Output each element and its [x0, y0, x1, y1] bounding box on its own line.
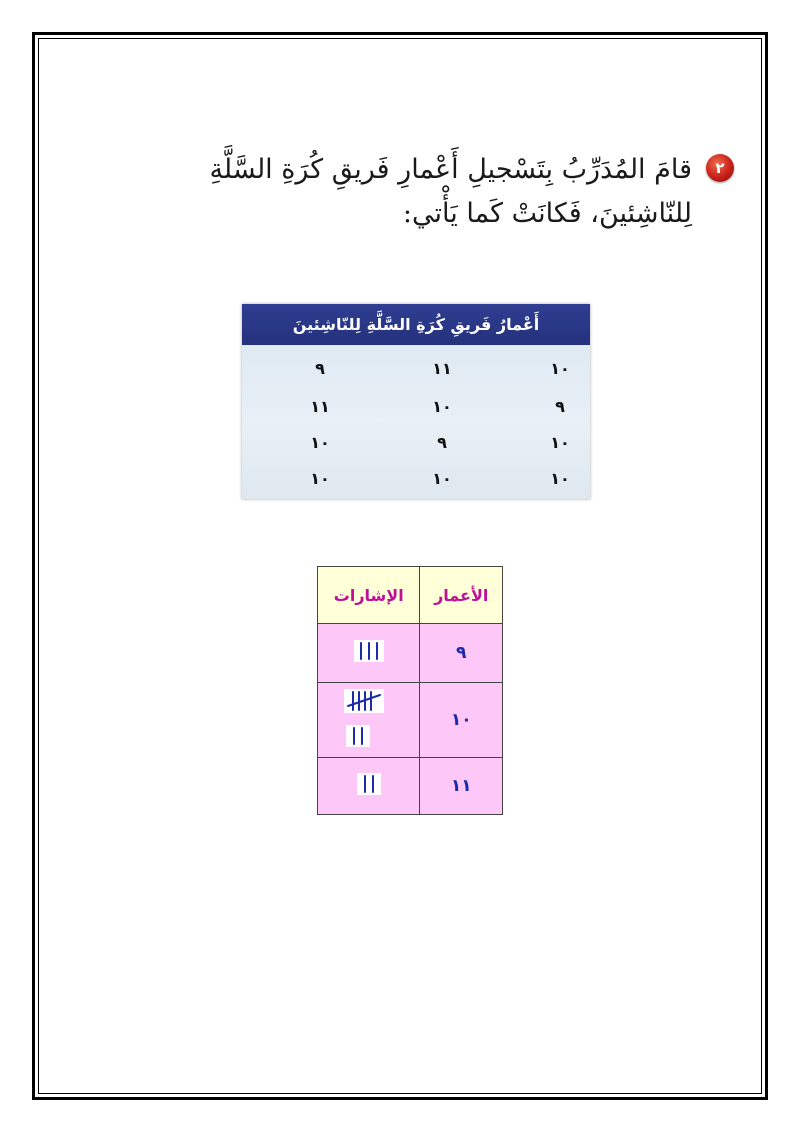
tally-marks-cell — [318, 683, 420, 758]
tally-marks — [354, 640, 384, 662]
tally-marks-cell — [318, 758, 420, 815]
tally-row — [318, 758, 503, 815]
data-cell: ١١ — [432, 359, 452, 378]
age-value: ١١ — [420, 758, 503, 815]
data-cell: ١٠ — [550, 433, 570, 452]
header-ages: الأعمار — [420, 567, 503, 624]
age-value: ١٠ — [420, 683, 503, 758]
question-line-1: قامَ المُدَرِّبُ بِتَسْجيلِ أَعْمارِ فَريقِ كُرَةِ السَّلَّةِ — [209, 154, 692, 185]
header-marks: الإشارات — [318, 567, 420, 624]
ages-data-table — [242, 304, 590, 499]
data-cell: ١١ — [310, 397, 330, 416]
ages-data-table-body — [242, 345, 590, 499]
data-cell: ٩ — [437, 433, 447, 452]
question-block — [132, 148, 725, 236]
question-line-2: لِلنّاشِئينَ، فَكانَتْ كَما يَأْتي: — [402, 198, 692, 229]
data-cell: ١٠ — [310, 433, 330, 452]
data-cell: ٩ — [315, 359, 325, 378]
data-cell: ١٠ — [310, 469, 330, 488]
data-cell: ٩ — [555, 397, 565, 416]
age-value: ٩ — [420, 624, 503, 683]
tally-marks — [357, 773, 381, 795]
tally-marks-cell — [318, 624, 420, 683]
data-cell: ١٠ — [432, 397, 452, 416]
data-cell: ١٠ — [550, 359, 570, 378]
question-number-badge: ٢ — [706, 154, 734, 182]
tally-row — [318, 624, 503, 683]
tally-marks-group-five — [344, 689, 384, 713]
data-cell: ١٠ — [432, 469, 452, 488]
data-cell: ١٠ — [550, 469, 570, 488]
tally-marks-extra — [346, 725, 370, 747]
ages-data-table-title: أَعْمارُ فَريقِ كُرَةِ السَّلَّةِ لِلنّاشِئينَ — [242, 304, 590, 345]
tally-table — [317, 566, 503, 815]
tally-row — [318, 683, 503, 758]
